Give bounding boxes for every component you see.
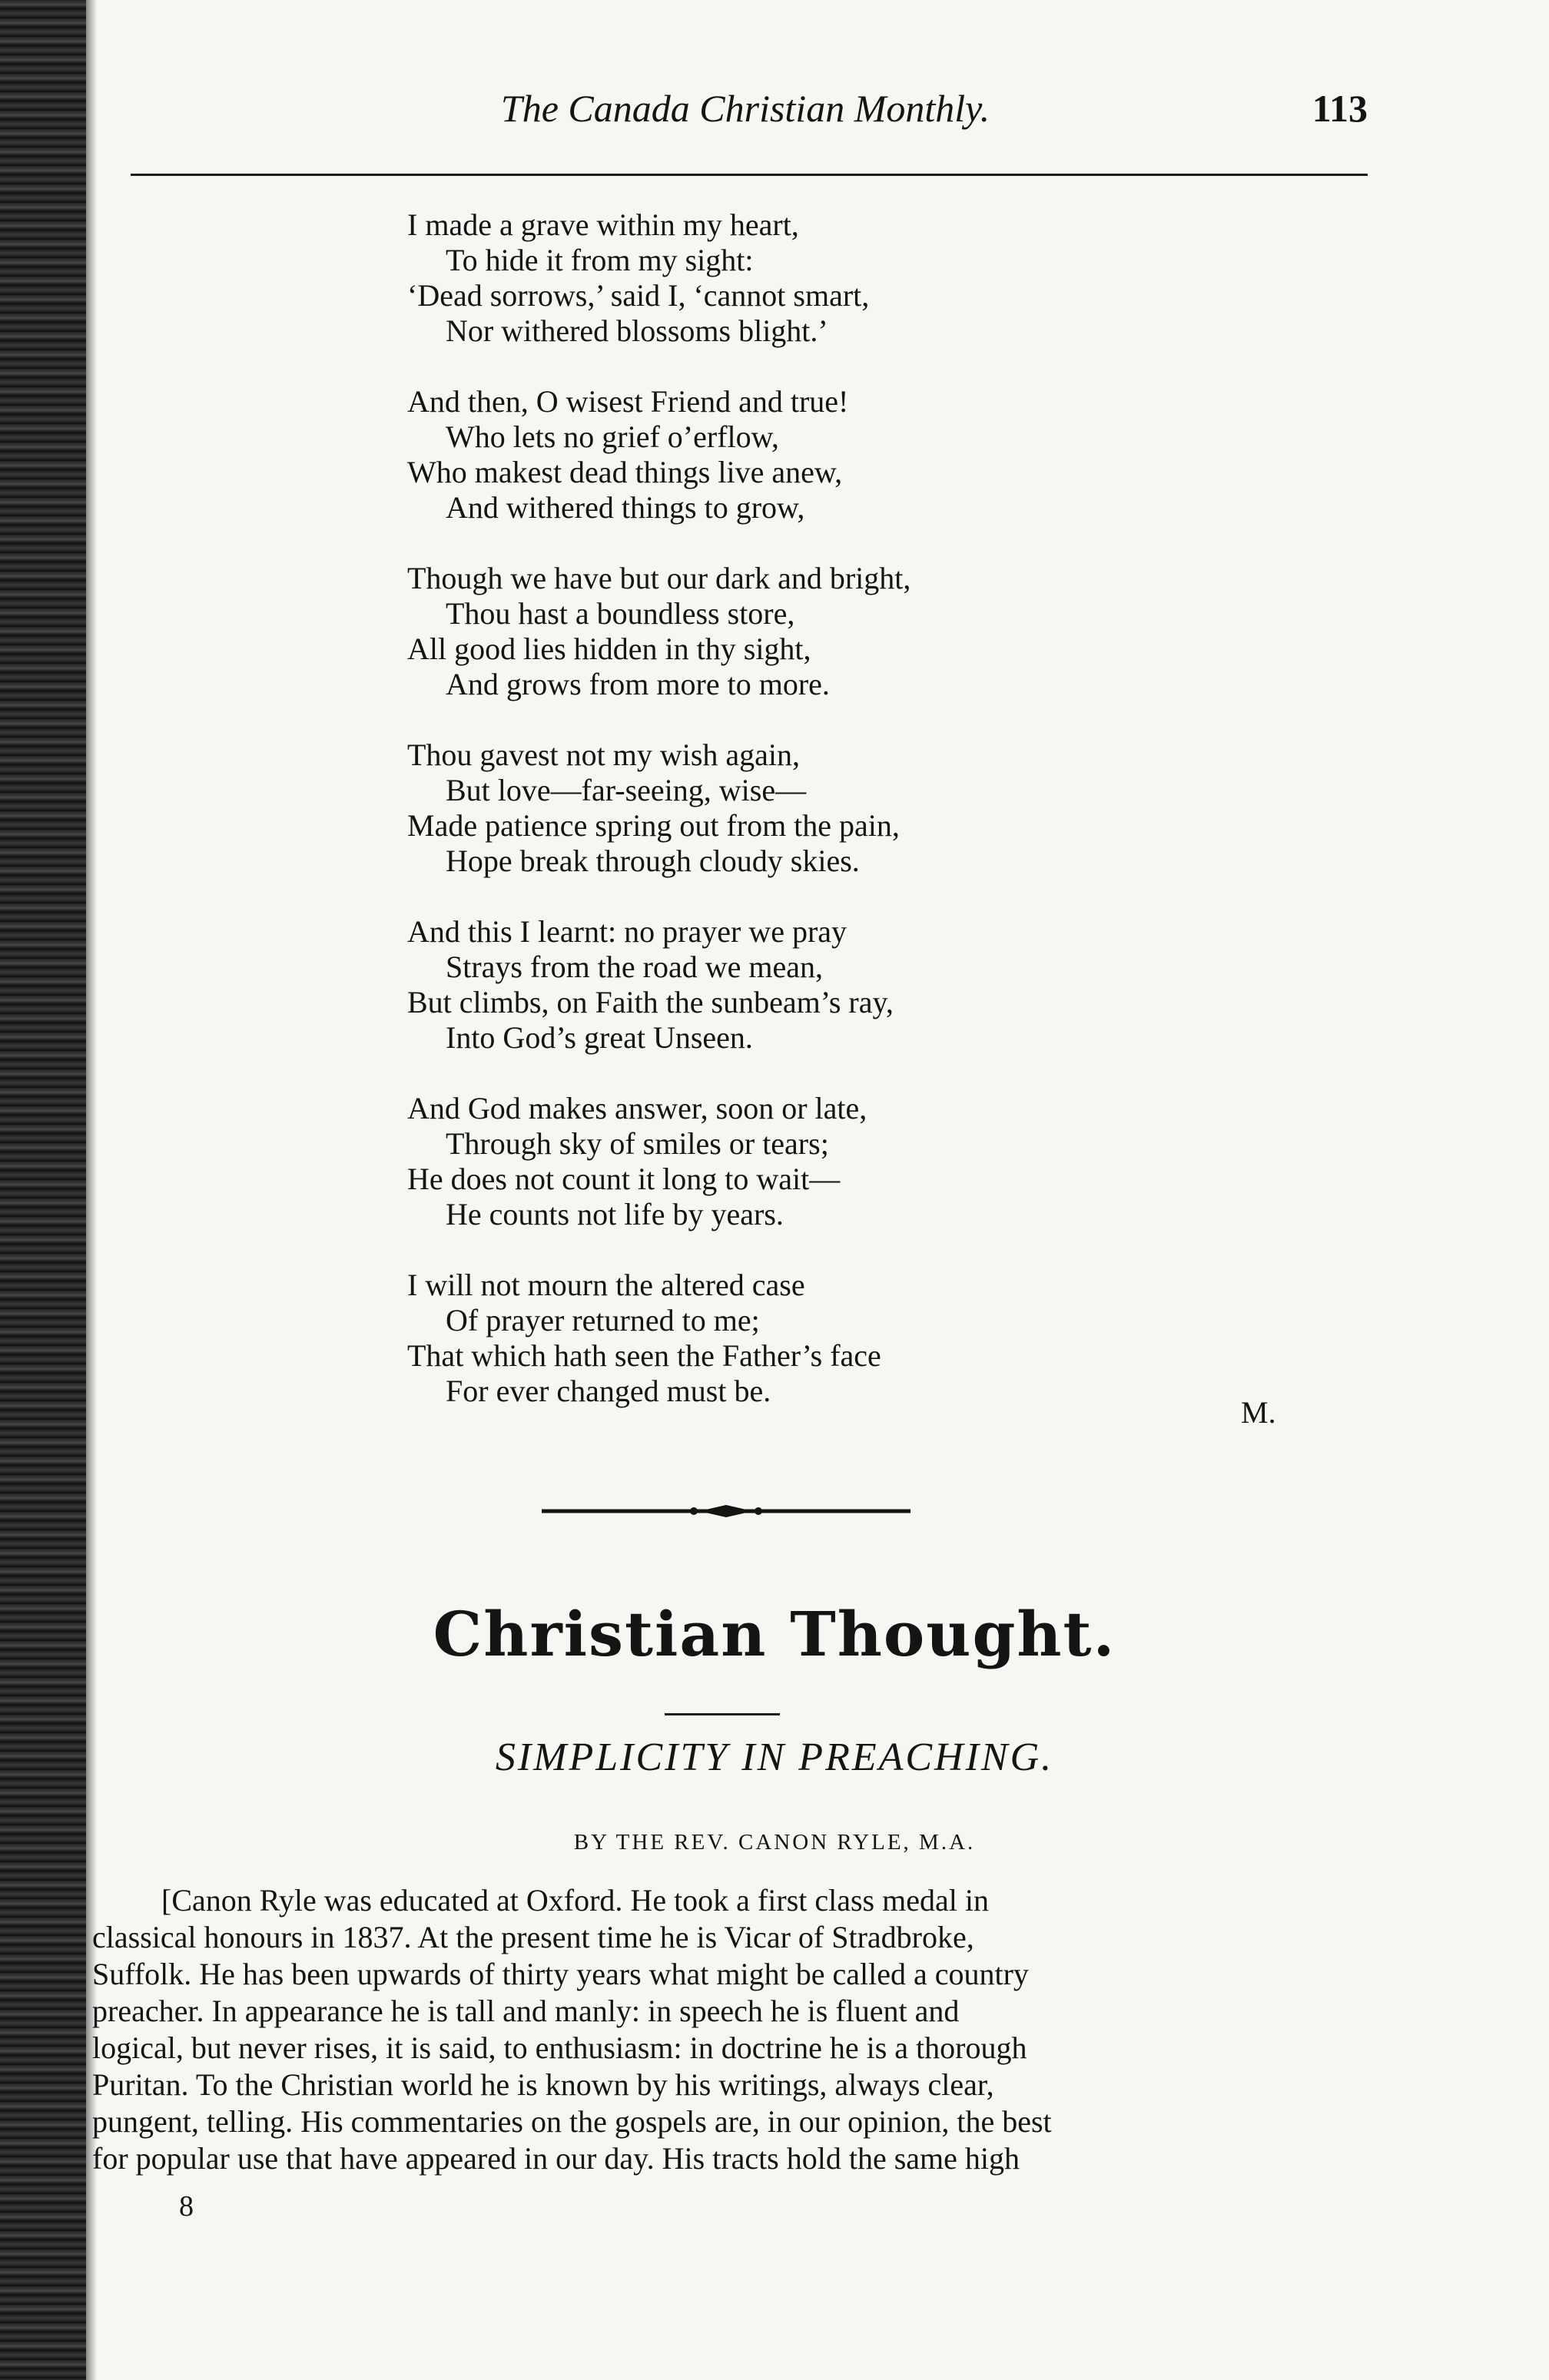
poem-line: And this I learnt: no prayer we pray <box>407 914 847 949</box>
poem-line: For ever changed must be. <box>446 1374 771 1408</box>
poem-line: And withered things to grow, <box>446 490 805 525</box>
poem-line: And grows from more to more. <box>446 667 830 701</box>
article-line: [Canon Ryle was educated at Oxford. He took a first class medal in <box>161 1883 989 1918</box>
article-line: Suffolk. He has been upwards of thirty years what might be called a country <box>92 1957 1029 1991</box>
poem-stanza-6 <box>407 1091 1306 1232</box>
poem-line: Into God’s great Unseen. <box>446 1020 753 1055</box>
poem-line: Who lets no grief o’erflow, <box>446 419 779 454</box>
poem-line: He counts not life by years. <box>446 1197 784 1231</box>
poem-line: That which hath seen the Father’s face <box>407 1338 881 1373</box>
poem-line: Strays from the road we mean, <box>446 950 823 984</box>
poem-line: I made a grave within my heart, <box>407 207 799 242</box>
poem-line: And God makes answer, soon or late, <box>407 1091 867 1125</box>
article-line: classical honours in 1837. At the present time he is Vicar of Stradbroke, <box>92 1920 974 1954</box>
poem-line: Thou gavest not my wish again, <box>407 738 801 772</box>
article-line: pungent, telling. His commentaries on the gospels are, in our opinion, the best <box>92 2104 1052 2139</box>
poem-line: But love—far-seeing, wise— <box>446 773 807 807</box>
running-title: The Canada Christian Monthly. <box>500 87 990 130</box>
article-line: logical, but never rises, it is said, to enthusiasm: in doctrine he is a thorough <box>92 2030 1027 2065</box>
poem-line: All good lies hidden in thy sight, <box>407 631 811 666</box>
poem-line: ‘Dead sorrows,’ said I, ‘cannot smart, <box>407 278 870 313</box>
poem <box>407 207 1306 1444</box>
poem-stanza-5 <box>407 914 1306 1056</box>
book-spine-shadow <box>0 0 86 2380</box>
poem-line: Hope break through cloudy skies. <box>446 844 860 878</box>
poem-line: Though we have but our dark and bright, <box>407 561 911 595</box>
section-rule <box>665 1713 780 1715</box>
article-line: for popular use that have appeared in our day. His tracts hold the same high <box>92 2141 1020 2176</box>
poem-stanza-1 <box>407 207 1306 349</box>
article-title: SIMPLICITY IN PREACHING. <box>495 1735 1054 1779</box>
poem-line: Who makest dead things live anew, <box>407 455 843 489</box>
poem-line: I will not mourn the altered case <box>407 1268 805 1302</box>
article-line: Puritan. To the Christian world he is known by his writings, always clear, <box>92 2067 994 2102</box>
header-rule <box>131 174 1368 176</box>
poem-stanza-2 <box>407 384 1306 525</box>
poem-stanza-7 <box>407 1268 1306 1409</box>
ornament-divider <box>542 1503 910 1519</box>
page-number: 113 <box>1312 87 1368 130</box>
poem-line: To hide it from my sight: <box>446 243 754 277</box>
page-header <box>123 80 1368 141</box>
poem-line: Of prayer returned to me; <box>446 1303 760 1338</box>
poem-signature: M. <box>1241 1395 1276 1430</box>
poem-line: Made patience spring out from the pain, <box>407 808 900 843</box>
poem-line: Through sky of smiles or tears; <box>446 1126 829 1161</box>
article-body <box>92 1882 1352 2177</box>
poem-line: He does not count it long to wait— <box>407 1162 841 1196</box>
poem-line: Nor withered blossoms blight.’ <box>446 313 828 348</box>
poem-stanza-3 <box>407 561 1306 702</box>
signature-mark: 8 <box>179 2190 194 2223</box>
section-title: Christian Thought. <box>433 1598 1116 1670</box>
poem-line: But climbs, on Faith the sunbeam’s ray, <box>407 985 894 1019</box>
poem-line: Thou hast a boundless store, <box>446 596 795 631</box>
poem-stanza-4 <box>407 738 1306 879</box>
poem-line: And then, O wisest Friend and true! <box>407 384 849 419</box>
article-line: preacher. In appearance he is tall and manly: in speech he is fluent and <box>92 1994 960 2028</box>
article-byline: BY THE REV. CANON RYLE, M.A. <box>573 1830 976 1855</box>
